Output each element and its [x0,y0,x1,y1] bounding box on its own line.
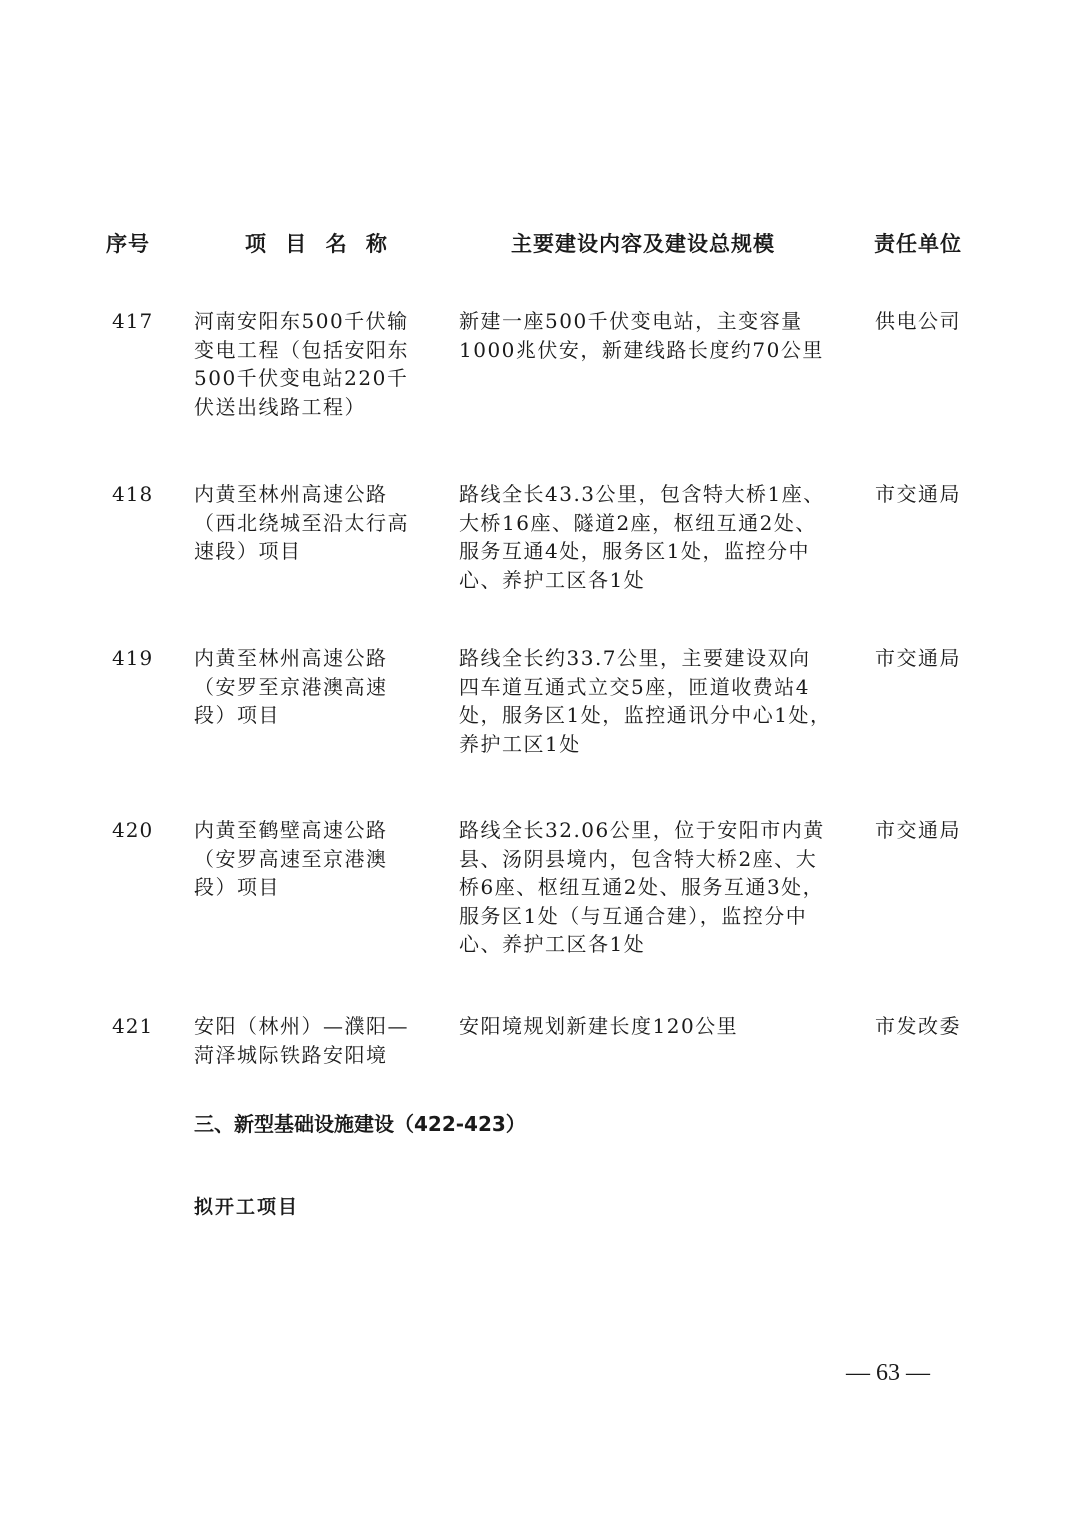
row-responsible-unit: 市发改委 [875,1014,961,1038]
row-construction-content: 路线全长43.3公里，包含特大桥1座、 大桥16座、隧道2座，枢纽互通2处、 服务互通4处，服务区1处，监控分中 心、养护工区各1处 [459,482,825,592]
header-sequence-number: 序号 [106,232,150,256]
row-number: 417 [112,309,154,333]
row-project-name: 内黄至鹤壁高速公路 （安罗高速至京港澳 段）项目 [194,818,388,899]
row-project-name: 安阳（林州）—濮阳— 菏泽城际铁路安阳境 [194,1014,409,1067]
row-number: 420 [112,818,154,842]
row-project-name: 内黄至林州高速公路 （安罗至京港澳高速 段）项目 [194,646,388,727]
row-number: 419 [112,646,154,670]
header-responsible-unit: 责任单位 [874,232,962,256]
sub-section-title: 拟开工项目 [194,1196,300,1218]
row-number: 418 [112,482,154,506]
row-construction-content: 路线全长32.06公里，位于安阳市内黄 县、汤阴县境内，包含特大桥2座、大 桥6座、枢纽互通2处、服务互通3处， 服务区1处（与互通合建），监控分中 心、养护工区各1处 [459,818,825,956]
row-construction-content: 安阳境规划新建长度120公里 [459,1014,739,1038]
row-number: 421 [112,1014,154,1038]
row-project-name: 河南安阳东500千伏输 变电工程（包括安阳东 500千伏变电站220千 伏送出线路工程） [194,309,409,419]
header-construction-content: 主要建设内容及建设总规模 [511,232,775,256]
row-construction-content: 路线全长约33.7公里，主要建设双向 四车道互通式立交5座，匝道收费站4 处，服务区1处，监控通讯分中心1处， 养护工区1处 [459,646,832,756]
row-responsible-unit: 市交通局 [875,482,961,506]
header-project-name: 项 目 名 称 [245,232,393,256]
row-responsible-unit: 市交通局 [875,646,961,670]
row-responsible-unit: 供电公司 [875,309,961,333]
page-number: — 63 — [846,1360,930,1386]
row-responsible-unit: 市交通局 [875,818,961,842]
section-title: 三、新型基础设施建设（422-423） [194,1112,526,1136]
row-construction-content: 新建一座500千伏变电站，主变容量 1000兆伏安，新建线路长度约70公里 [459,309,824,362]
row-project-name: 内黄至林州高速公路 （西北绕城至沿太行高 速段）项目 [194,482,409,563]
